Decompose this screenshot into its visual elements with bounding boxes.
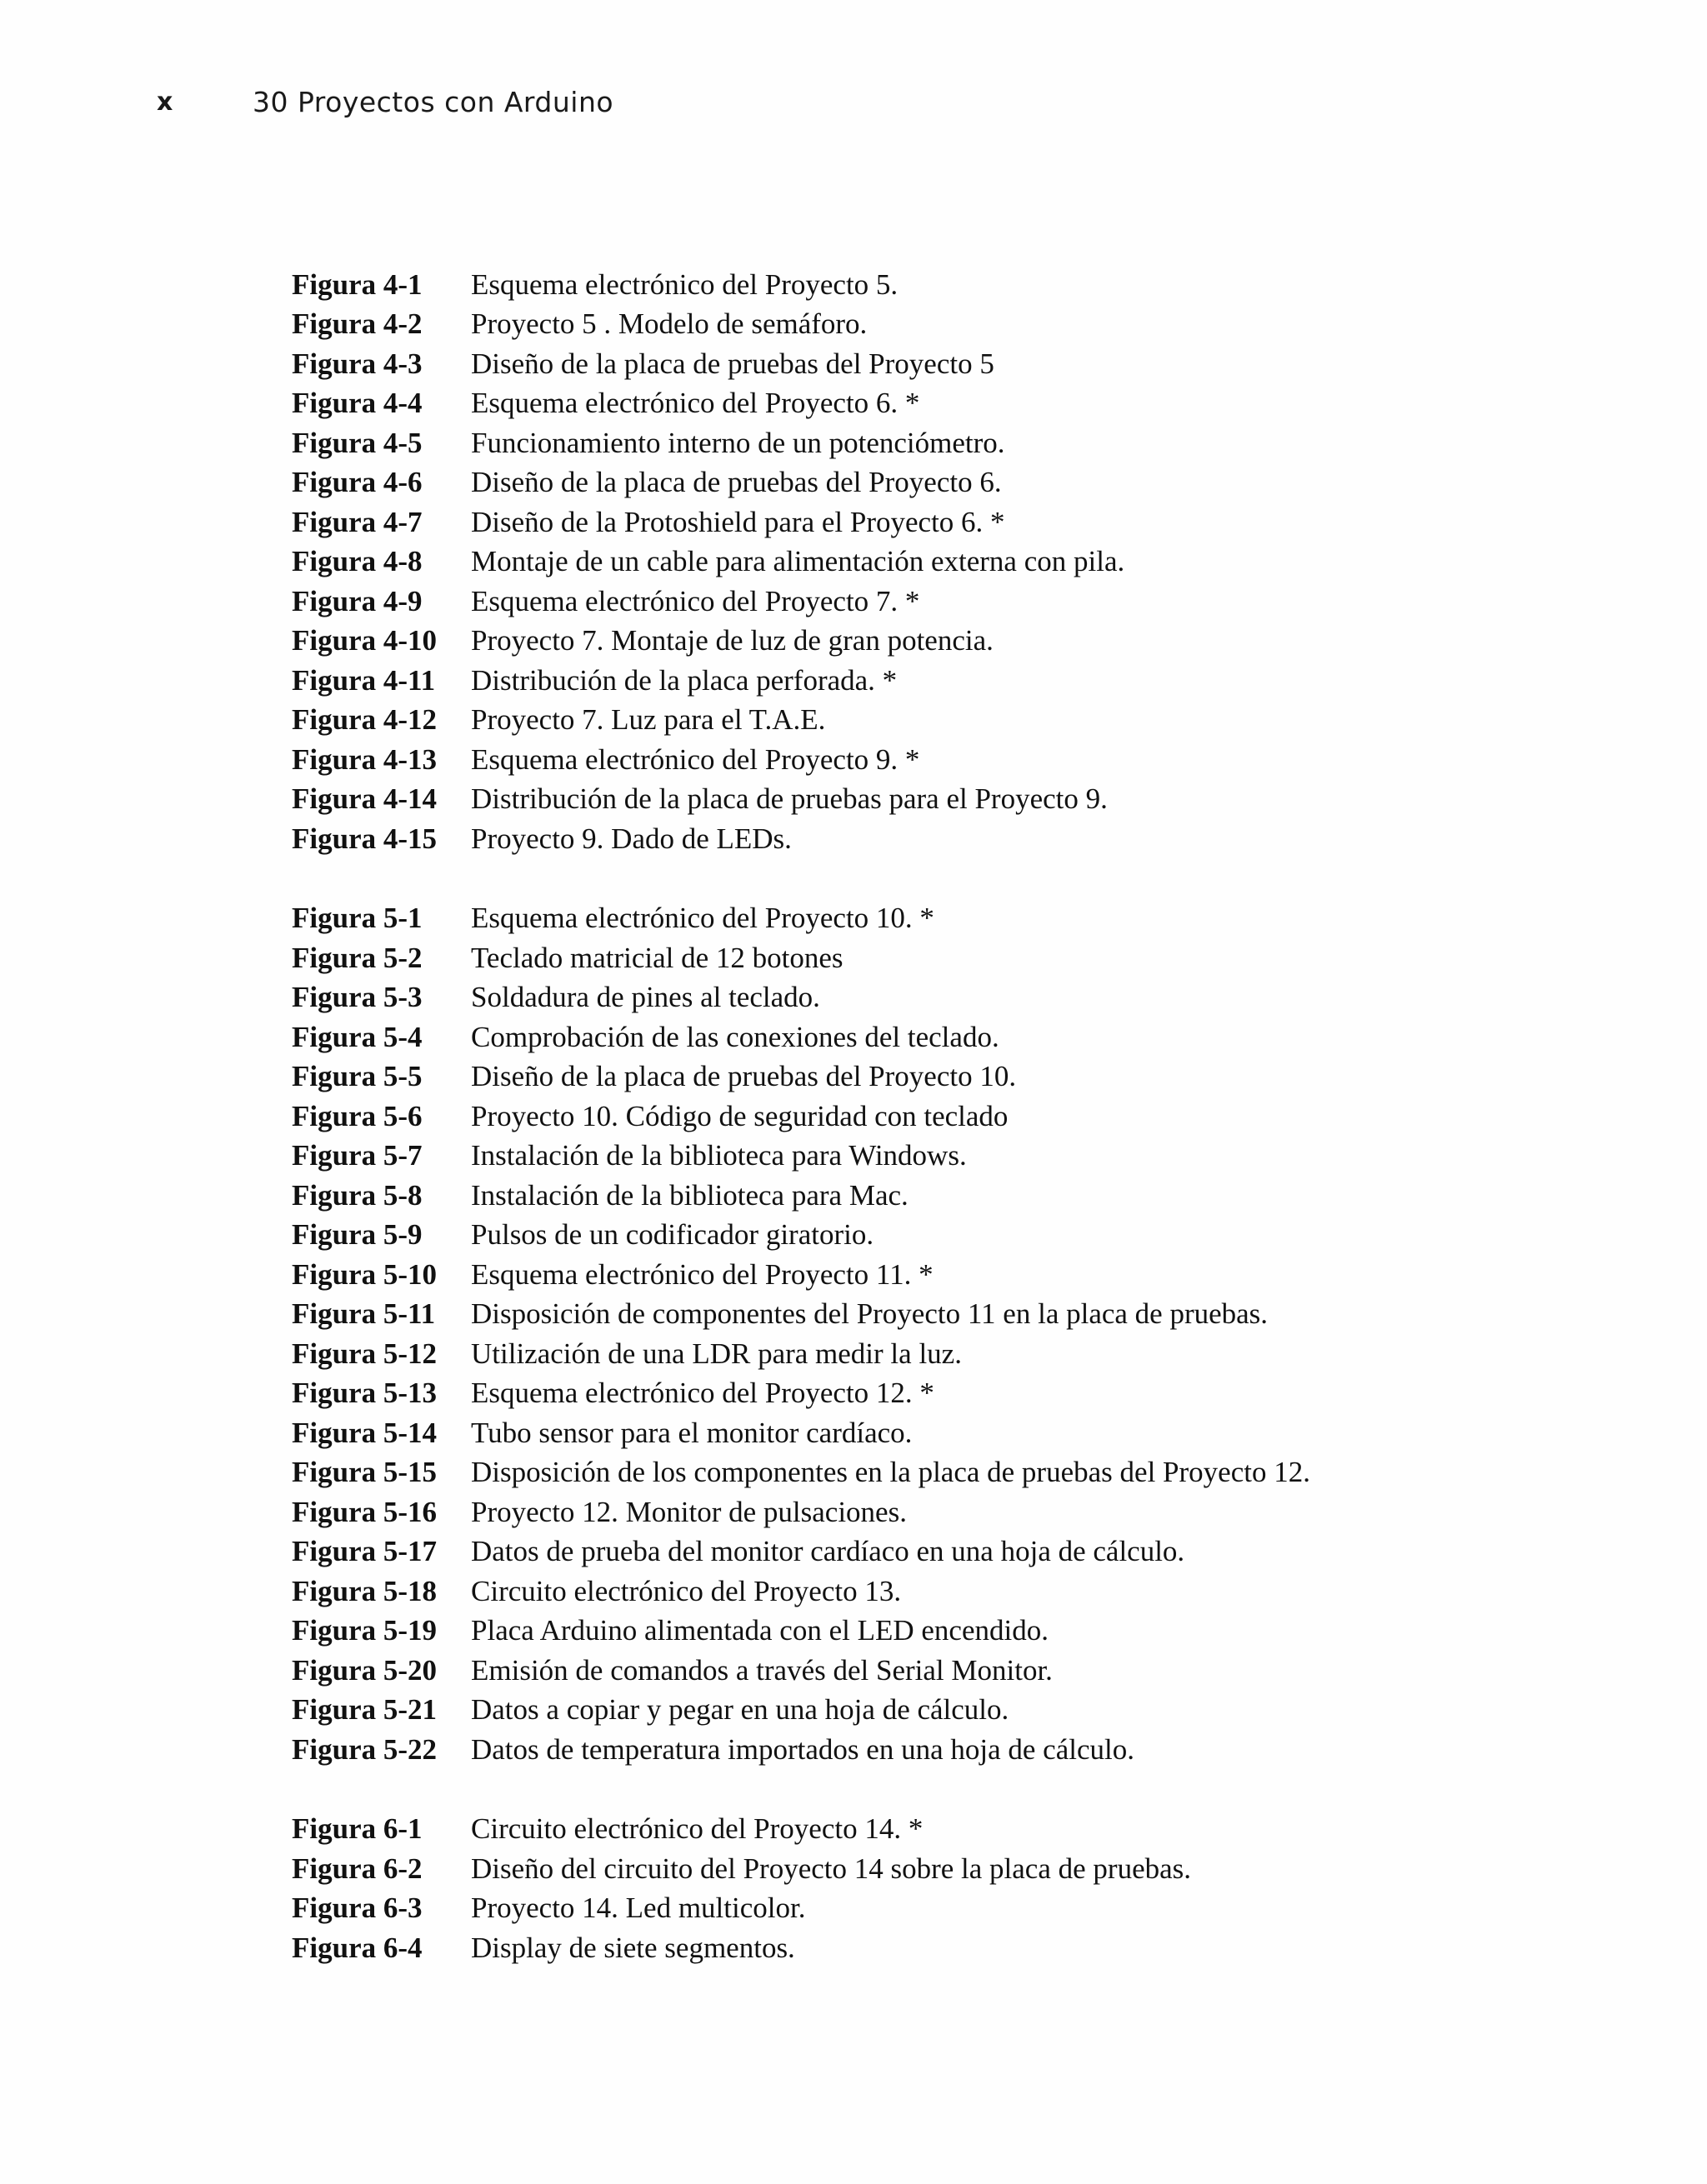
- figure-number: Figura 5-3: [292, 981, 423, 1014]
- figure-caption: Diseño de la placa de pruebas del Proyecto 10.: [471, 1060, 1017, 1093]
- figure-number: Figura 4-10: [292, 624, 438, 657]
- figure-group: [292, 899, 1459, 1770]
- figure-caption: Soldadura de pines al teclado.: [471, 981, 820, 1014]
- figure-caption: Proyecto 5 . Modelo de semáforo.: [471, 307, 868, 341]
- figure-number: Figura 4-15: [292, 822, 438, 855]
- figure-caption: Instalación de la biblioteca para Windows.: [471, 1139, 967, 1172]
- figure-caption: Proyecto 14. Led multicolor.: [471, 1892, 806, 1925]
- figure-number: Figura 5-22: [292, 1732, 438, 1766]
- figure-number: Figura 6-2: [292, 1852, 423, 1885]
- figure-entry: [292, 1017, 1459, 1057]
- figure-caption: Montaje de un cable para alimentación externa con pila.: [471, 545, 1125, 578]
- figure-caption: Comprobación de las conexiones del teclado.: [471, 1020, 999, 1053]
- figure-caption: Proyecto 7. Montaje de luz de gran potencia.: [471, 624, 994, 657]
- figure-entry: [292, 1097, 1459, 1137]
- figure-caption: Esquema electrónico del Proyecto 11. *: [471, 1257, 934, 1291]
- figure-caption: Datos de temperatura importados en una hoja de cálculo.: [471, 1732, 1134, 1766]
- figure-number: Figura 5-11: [292, 1297, 436, 1331]
- page-number: x: [157, 87, 173, 117]
- figure-entry: [292, 502, 1459, 542]
- figure-number: Figura 5-6: [292, 1099, 423, 1132]
- figure-caption: Distribución de la placa perforada. *: [471, 663, 898, 697]
- figure-number: Figura 5-8: [292, 1178, 423, 1212]
- figure-caption: Proyecto 7. Luz para el T.A.E.: [471, 703, 826, 737]
- figure-caption: Diseño de la Protoshield para el Proyecto 6. *: [471, 505, 1005, 538]
- figure-number: Figura 5-14: [292, 1416, 438, 1449]
- figure-entry: [292, 384, 1459, 424]
- figure-entry: [292, 1057, 1459, 1097]
- figure-caption: Esquema electrónico del Proyecto 12. *: [471, 1377, 934, 1410]
- figure-caption: Datos a copiar y pegar en una hoja de cálculo.: [471, 1693, 1009, 1727]
- figure-number: Figura 4-7: [292, 505, 423, 538]
- figure-number: Figura 5-18: [292, 1574, 438, 1607]
- figure-caption: Disposición de componentes del Proyecto 11 en la placa de pruebas.: [471, 1297, 1269, 1331]
- figure-entry: [292, 1928, 1459, 1968]
- figure-number: Figura 5-17: [292, 1535, 438, 1568]
- figure-entry: [292, 344, 1459, 384]
- figure-number: Figura 5-10: [292, 1257, 438, 1291]
- figure-number: Figura 5-2: [292, 941, 423, 974]
- figure-number: Figura 5-9: [292, 1218, 423, 1252]
- figure-group: [292, 1810, 1459, 1968]
- figure-caption: Diseño de la placa de pruebas del Proyecto 5: [471, 347, 994, 380]
- figure-number: Figura 4-5: [292, 426, 423, 459]
- figure-caption: Placa Arduino alimentada con el LED encendido.: [471, 1614, 1049, 1647]
- figure-entry: [292, 1612, 1459, 1652]
- figure-number: Figura 6-1: [292, 1812, 423, 1846]
- list-of-figures: [292, 265, 1459, 1968]
- figure-number: Figura 5-15: [292, 1456, 438, 1489]
- figure-entry: [292, 1572, 1459, 1612]
- figure-caption: Diseño del circuito del Proyecto 14 sobre la placa de pruebas.: [471, 1852, 1192, 1885]
- figure-number: Figura 5-16: [292, 1495, 438, 1528]
- figure-caption: Esquema electrónico del Proyecto 6. *: [471, 387, 920, 420]
- figure-caption: Circuito electrónico del Proyecto 14. *: [471, 1812, 924, 1846]
- figure-number: Figura 5-7: [292, 1139, 423, 1172]
- figure-number: Figura 4-8: [292, 545, 423, 578]
- figure-entry: [292, 701, 1459, 741]
- figure-number: Figura 5-4: [292, 1020, 423, 1053]
- figure-entry: [292, 305, 1459, 345]
- figure-number: Figura 5-13: [292, 1377, 438, 1410]
- figure-group: [292, 265, 1459, 859]
- figure-caption: Proyecto 12. Monitor de pulsaciones.: [471, 1495, 907, 1528]
- figure-number: Figura 4-11: [292, 663, 436, 697]
- figure-entry: [292, 899, 1459, 939]
- figure-entry: [292, 819, 1459, 859]
- figure-caption: Proyecto 10. Código de seguridad con teclado: [471, 1099, 1009, 1132]
- figure-caption: Esquema electrónico del Proyecto 9. *: [471, 742, 920, 776]
- figure-entry: [292, 1691, 1459, 1731]
- figure-entry: [292, 1137, 1459, 1177]
- figure-number: Figura 5-5: [292, 1060, 423, 1093]
- figure-entry: [292, 1176, 1459, 1216]
- figure-entry: [292, 740, 1459, 780]
- figure-entry: [292, 1492, 1459, 1532]
- figure-entry: [292, 265, 1459, 305]
- figure-entry: [292, 622, 1459, 662]
- figure-caption: Circuito electrónico del Proyecto 13.: [471, 1574, 902, 1607]
- figure-entry: [292, 978, 1459, 1018]
- figure-number: Figura 4-13: [292, 742, 438, 776]
- figure-entry: [292, 1849, 1459, 1889]
- figure-entry: [292, 542, 1459, 582]
- figure-number: Figura 5-19: [292, 1614, 438, 1647]
- figure-entry: [292, 582, 1459, 622]
- figure-number: Figura 4-3: [292, 347, 423, 380]
- figure-entry: [292, 1413, 1459, 1453]
- figure-number: Figura 4-4: [292, 387, 423, 420]
- figure-caption: Esquema electrónico del Proyecto 7. *: [471, 584, 920, 617]
- figure-caption: Display de siete segmentos.: [471, 1931, 795, 1964]
- figure-caption: Diseño de la placa de pruebas del Proyecto 6.: [471, 466, 1002, 499]
- figure-number: Figura 4-1: [292, 267, 423, 301]
- figure-entry: [292, 423, 1459, 463]
- figure-number: Figura 4-14: [292, 782, 438, 816]
- figure-entry: [292, 661, 1459, 701]
- figure-entry: [292, 1374, 1459, 1414]
- figure-number: Figura 6-4: [292, 1931, 423, 1964]
- figure-caption: Esquema electrónico del Proyecto 10. *: [471, 902, 934, 935]
- figure-number: Figura 4-9: [292, 584, 423, 617]
- figure-entry: [292, 1730, 1459, 1770]
- figure-caption: Proyecto 9. Dado de LEDs.: [471, 822, 792, 855]
- figure-entry: [292, 1216, 1459, 1256]
- figure-caption: Pulsos de un codificador giratorio.: [471, 1218, 874, 1252]
- figure-caption: Funcionamiento interno de un potenciómetro.: [471, 426, 1005, 459]
- figure-caption: Utilización de una LDR para medir la luz.: [471, 1337, 962, 1370]
- figure-entry: [292, 938, 1459, 978]
- figure-entry: [292, 1651, 1459, 1691]
- figure-number: Figura 5-1: [292, 902, 423, 935]
- figure-caption: Teclado matricial de 12 botones: [471, 941, 843, 974]
- figure-entry: [292, 1295, 1459, 1335]
- figure-entry: [292, 1255, 1459, 1295]
- figure-caption: Tubo sensor para el monitor cardíaco.: [471, 1416, 913, 1449]
- figure-number: Figura 6-3: [292, 1892, 423, 1925]
- figure-entry: [292, 1532, 1459, 1572]
- figure-number: Figura 4-12: [292, 703, 438, 737]
- figure-caption: Distribución de la placa de pruebas para el Proyecto 9.: [471, 782, 1108, 816]
- figure-entry: [292, 780, 1459, 820]
- figure-caption: Emisión de comandos a través del Serial Monitor.: [471, 1653, 1053, 1687]
- figure-entry: [292, 1334, 1459, 1374]
- figure-entry: [292, 1453, 1459, 1493]
- page-header: [157, 82, 613, 122]
- figure-number: Figura 4-2: [292, 307, 423, 341]
- figure-number: Figura 5-12: [292, 1337, 438, 1370]
- figure-number: Figura 5-20: [292, 1653, 438, 1687]
- figure-caption: Disposición de los componentes en la placa de pruebas del Proyecto 12.: [471, 1456, 1310, 1489]
- figure-entry: [292, 463, 1459, 503]
- figure-number: Figura 4-6: [292, 466, 423, 499]
- figure-entry: [292, 1889, 1459, 1929]
- figure-number: Figura 5-21: [292, 1693, 438, 1727]
- figure-caption: Instalación de la biblioteca para Mac.: [471, 1178, 909, 1212]
- figure-caption: Esquema electrónico del Proyecto 5.: [471, 267, 899, 301]
- figure-entry: [292, 1810, 1459, 1850]
- figure-caption: Datos de prueba del monitor cardíaco en una hoja de cálculo.: [471, 1535, 1185, 1568]
- running-title: 30 Proyectos con Arduino: [253, 85, 614, 118]
